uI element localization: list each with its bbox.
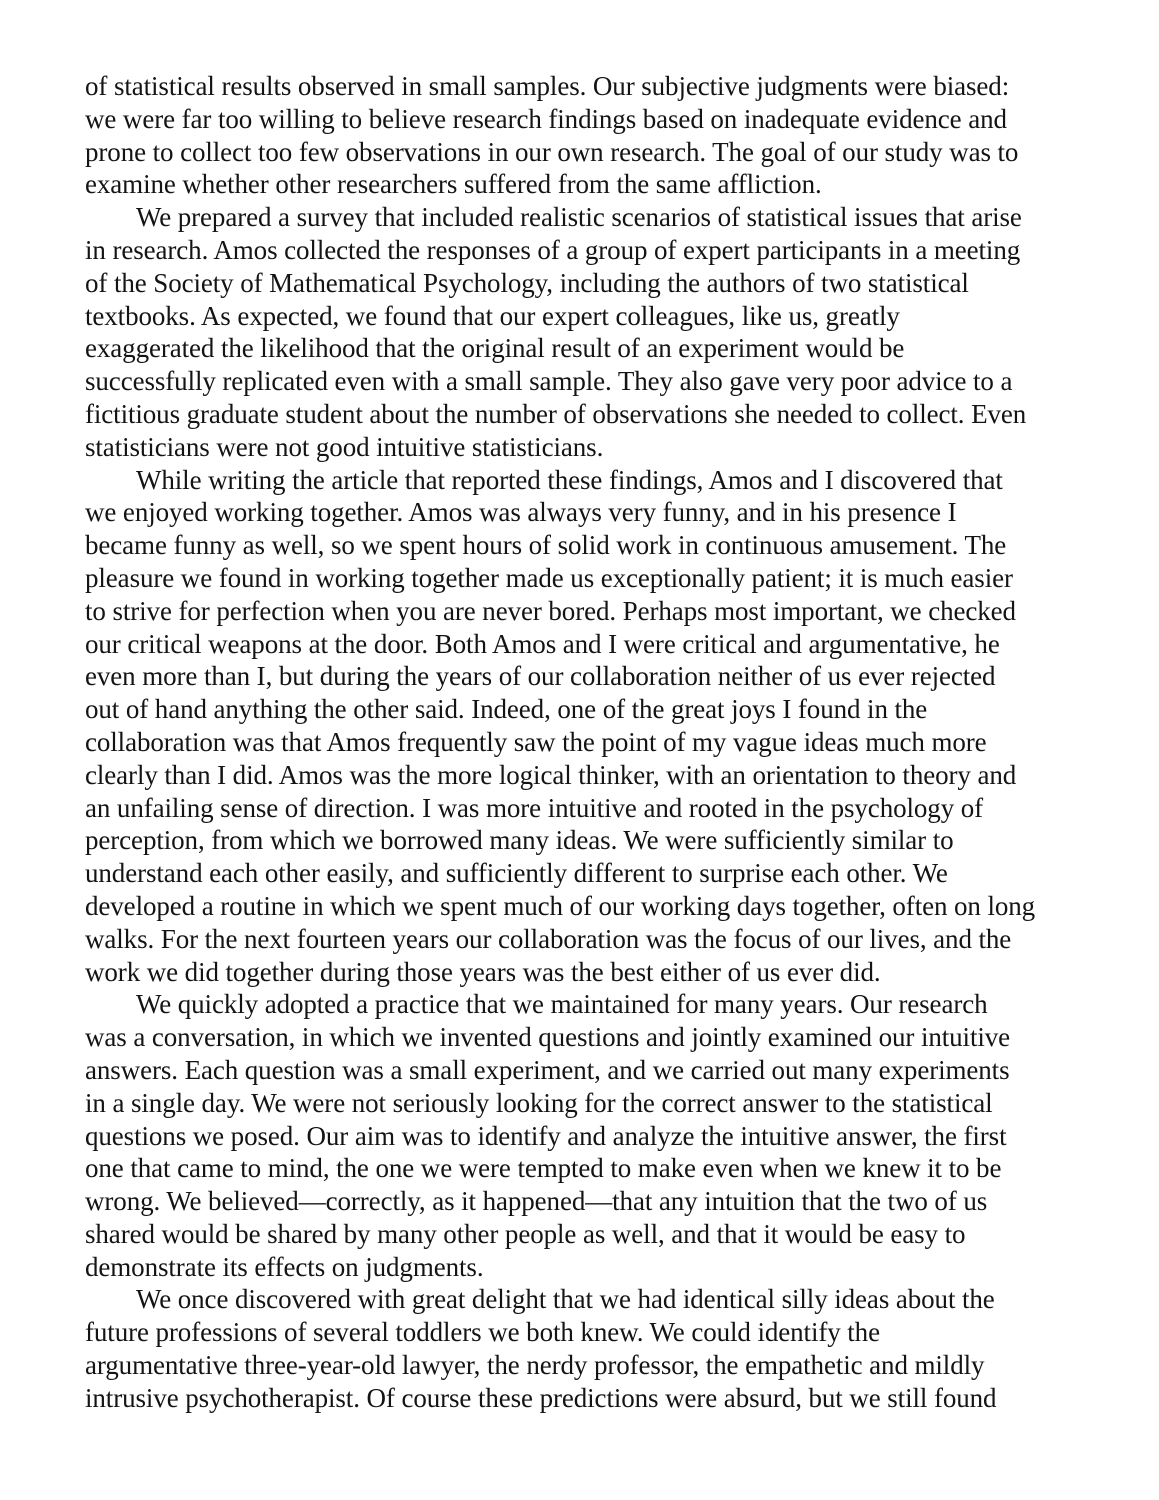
text-line: statisticians were not good intuitive statisticians. [85, 431, 604, 462]
text-line: examine whether other researchers suffered from the same affliction. [85, 169, 822, 200]
text-line: of statistical results observed in small samples. Our subjective judgments were biased: [85, 71, 1010, 101]
text-line: was a conversation, in which we invented questions and jointly examined our intuitive [85, 1022, 1011, 1053]
text-line: pleasure we found in working together made us exceptionally patient; it is much easier [85, 562, 1013, 593]
text-line: We once discovered with great delight that we had identical silly ideas about the [136, 1284, 995, 1315]
paragraph [85, 464, 1099, 989]
text-line: perception, from which we borrowed many ideas. We were sufficiently similar to [85, 825, 954, 856]
text-line: clearly than I did. Amos was the more logical thinker, with an orientation to theory and [85, 759, 1017, 790]
text-line: we enjoyed working together. Amos was always very funny, and in his presence I [85, 497, 957, 528]
text-line: intrusive psychotherapist. Of course these predictions were absurd, but we still found [85, 1382, 997, 1413]
body-text [85, 70, 1099, 1415]
paragraph [85, 1283, 1099, 1414]
text-line: successfully replicated even with a small sample. They also gave very poor advice to a [85, 366, 1013, 397]
text-line: we were far too willing to believe research findings based on inadequate evidence and [85, 103, 1007, 134]
text-line: future professions of several toddlers we both knew. We could identify the [85, 1317, 880, 1348]
text-line: to strive for perfection when you are never bored. Perhaps most important, we checked [85, 595, 1016, 626]
text-line: textbooks. As expected, we found that our expert colleagues, like us, greatly [85, 300, 900, 331]
text-line: We prepared a survey that included realistic scenarios of statistical issues that arise [136, 202, 1022, 233]
text-line: wrong. We believed—correctly, as it happened—that any intuition that the two of us [85, 1186, 988, 1217]
text-line: We quickly adopted a practice that we maintained for many years. Our research [136, 989, 988, 1020]
text-line: in a single day. We were not seriously looking for the correct answer to the statistical [85, 1087, 993, 1118]
text-line: questions we posed. Our aim was to identify and analyze the intuitive answer, the first [85, 1120, 1007, 1151]
text-line: understand each other easily, and sufficiently different to surprise each other. We [85, 858, 948, 889]
text-line: While writing the article that reported these findings, Amos and I discovered that [136, 464, 1003, 495]
text-line: an unfailing sense of direction. I was more intuitive and rooted in the psychology of [85, 792, 984, 823]
paragraph [85, 988, 1099, 1283]
text-line: in research. Amos collected the responses of a group of expert participants in a meeting [85, 234, 1021, 265]
text-line: walks. For the next fourteen years our collaboration was the focus of our lives, and the [85, 923, 1012, 954]
text-line: exaggerated the likelihood that the original result of an experiment would be [85, 333, 905, 364]
paragraph [85, 201, 1099, 463]
text-line: our critical weapons at the door. Both Amos and I were critical and argumentative, he [85, 628, 1000, 659]
text-line: collaboration was that Amos frequently saw the point of my vague ideas much more [85, 726, 987, 757]
text-line: work we did together during those years was the best either of us ever did. [85, 956, 881, 987]
text-line: became funny as well, so we spent hours of solid work in continuous amusement. The [85, 530, 1007, 561]
text-line: fictitious graduate student about the number of observations she needed to collect. Even [85, 398, 1027, 429]
text-line: of the Society of Mathematical Psychology, including the authors of two statistical [85, 267, 969, 298]
text-line: shared would be shared by many other people as well, and that it would be easy to [85, 1218, 966, 1249]
text-line: demonstrate its effects on judgments. [85, 1251, 484, 1282]
text-line: even more than I, but during the years of our collaboration neither of us ever rejected [85, 661, 996, 692]
text-line: out of hand anything the other said. Indeed, one of the great joys I found in the [85, 694, 928, 725]
text-line: one that came to mind, the one we were tempted to make even when we knew it to be [85, 1153, 1002, 1184]
text-line: developed a routine in which we spent much of our working days together, often on long [85, 890, 1036, 921]
text-line: answers. Each question was a small experiment, and we carried out many experiments [85, 1054, 1010, 1085]
text-line: argumentative three-year-old lawyer, the nerdy professor, the empathetic and mildly [85, 1350, 985, 1381]
text-line: prone to collect too few observations in our own research. The goal of our study was to [85, 136, 1019, 167]
paragraph [85, 70, 1099, 201]
